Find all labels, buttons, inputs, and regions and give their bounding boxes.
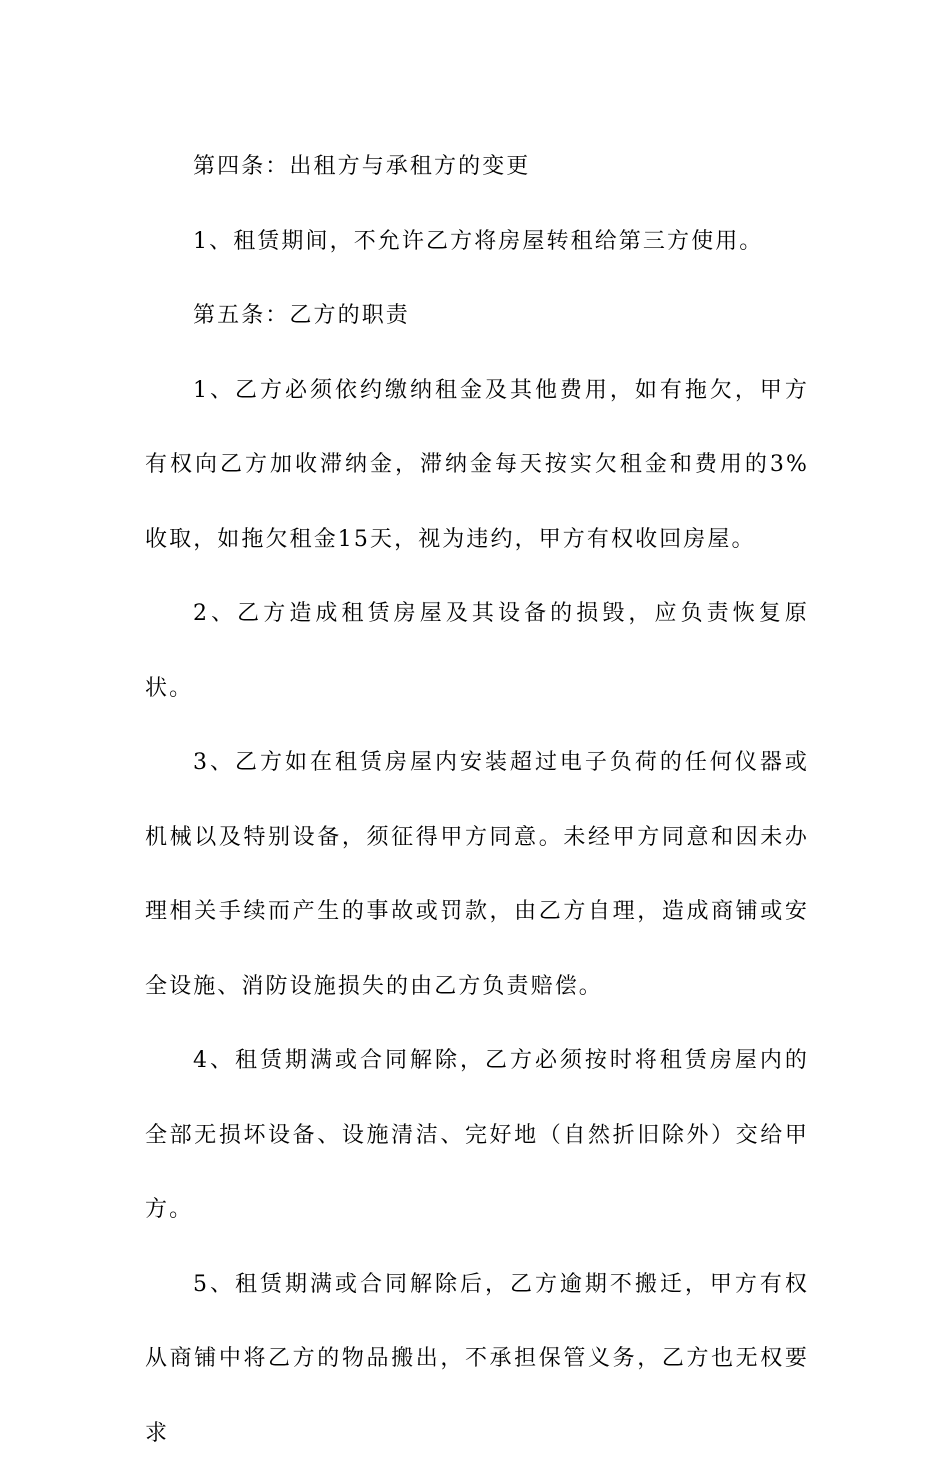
clause-5-5: 5、租赁期满或合同解除后，乙方逾期不搬迁，甲方有权从商铺中将乙方的物品搬出，不承担保管义务，乙方也无权要求: [145, 1248, 809, 1471]
clause-5-1: 1、乙方必须依约缴纳租金及其他费用，如有拖欠，甲方有权向乙方加收滞纳金，滞纳金每天按实欠租金和费用的3%收取，如拖欠租金15天，视为违约，甲方有权收回房屋。: [145, 354, 809, 578]
clause-5-3: 3、乙方如在租赁房屋内安装超过电子负荷的任何仪器或机械以及特别设备，须征得甲方同意。未经甲方同意和因未办理相关手续而产生的事故或罚款，由乙方自理，造成商铺或安全设施、消防设施损失的由乙方负责赔偿。: [145, 726, 809, 1024]
document-body: [145, 130, 809, 1471]
clause-5-4: 4、租赁期满或合同解除，乙方必须按时将租赁房屋内的全部无损坏设备、设施清洁、完好地（自然折旧除外）交给甲方。: [145, 1024, 809, 1248]
clause-4-1: 1、租赁期间，不允许乙方将房屋转租给第三方使用。: [145, 205, 809, 280]
section-heading-article-5: 第五条：乙方的职责: [145, 279, 809, 354]
clause-5-2: 2、乙方造成租赁房屋及其设备的损毁，应负责恢复原状。: [145, 577, 809, 726]
section-heading-article-4: 第四条：出租方与承租方的变更: [145, 130, 809, 205]
